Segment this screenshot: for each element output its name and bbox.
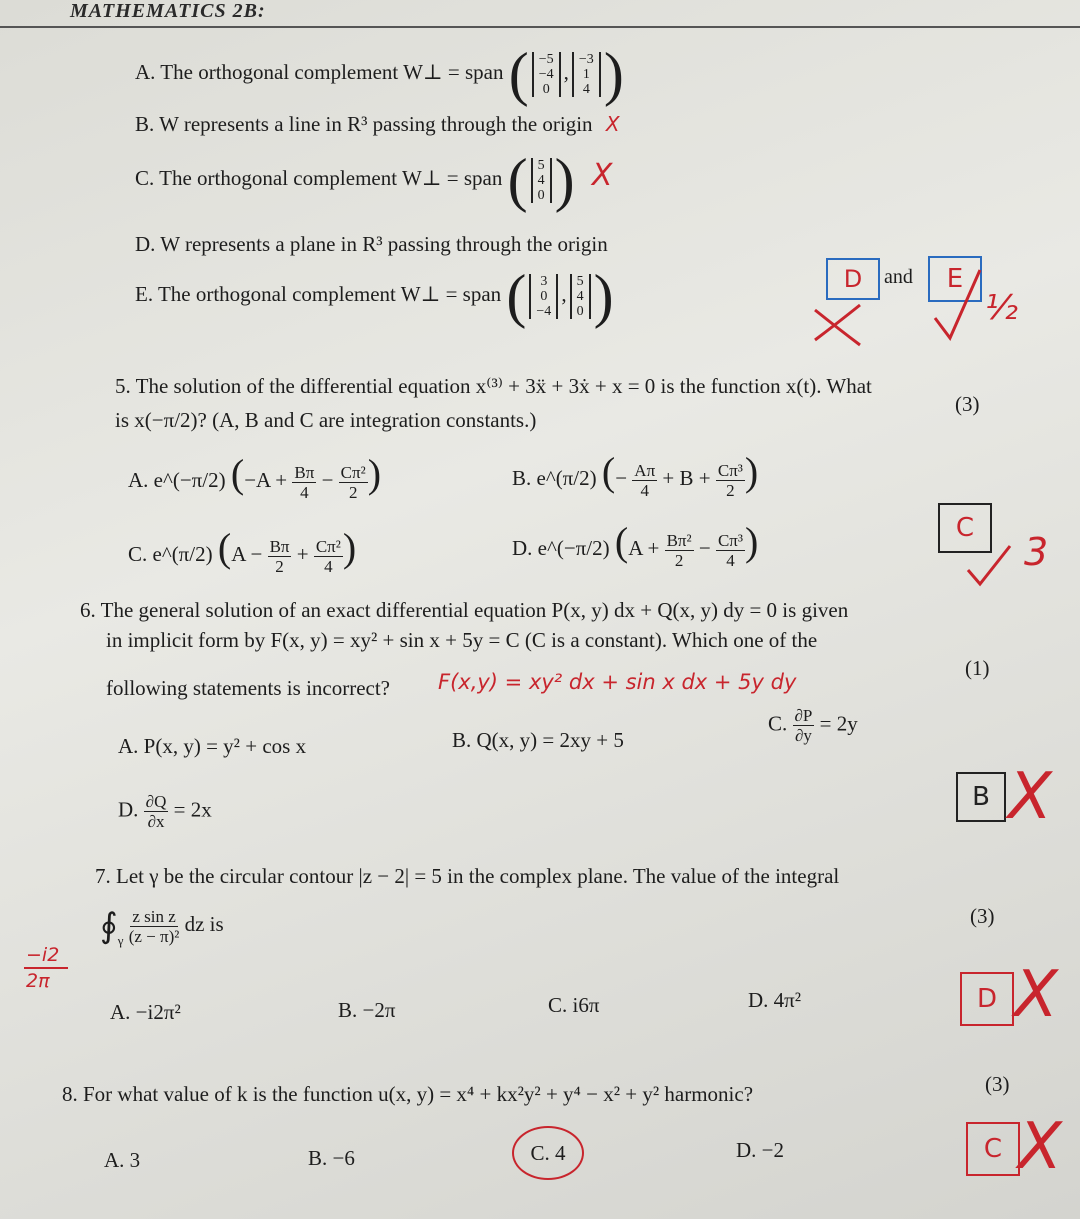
q7-option-d: D. 4π² [748,988,802,1012]
q4a-vector-1: −5 −4 0 [532,52,561,97]
q4-answer-box-2: E [928,256,982,302]
q8-answer-box: C [966,1122,1020,1176]
q7-answer-box: D [960,972,1014,1026]
q4e-vector-1: 3 0 −4 [529,274,558,319]
q4-option-e: E. The orthogonal complement W⊥ = span ( 3 0 −4 , 5 4 0 ) [135,263,614,329]
page-header: MATHEMATICS 2B: [70,0,266,22]
q4-option-c: C. The orthogonal complement W⊥ = span ( 5 4 0 ) X [135,147,613,213]
q5-option-d: D. e^(−π/2) (A + $\frac{\text{Bπ²}}{2}$ − $\frac{\text{Cπ³}}{4}$ ) [512,519,759,570]
q5-stem-line-1: 5. The solution of the differential equation x⁽³⁾ + 3ẍ + 3ẋ + x = 0 is the function x(t). What [115,374,872,398]
q7-cross-mark: X [1014,958,1058,1032]
q7-stem-line-1: 7. Let γ be the circular contour |z − 2| = 5 in the complex plane. The value of the integral [95,864,840,888]
q8-stem: 8. For what value of k is the function u(x, y) = x⁴ + kx²y² + y⁴ − x² + y² harmonic? [62,1082,754,1106]
q5-option-c: C. e^(π/2) (A − $\frac{B\pi}{2}$ + $\frac{\text{Cπ²}}{4}$ ) [128,525,357,576]
q5-stem-line-2: is x(−π/2)? (A, B and C are integration constants.) [115,408,537,432]
q6-option-b: B. Q(x, y) = 2xy + 5 [452,728,624,752]
q7-margin-note-bottom: 2π [26,970,50,992]
q4-answer-box-1: D [826,258,880,300]
q5-option-a: A. e^(−π/2) (−A + $\frac{B\pi}{4}$ − $\frac{\text{Cπ²}}{2}$ ) [128,451,382,502]
q8-option-b: B. −6 [308,1146,355,1170]
q4-grading-marks [800,250,1060,360]
q4b-cross-mark: X [605,112,620,136]
header-divider [0,26,1080,28]
q4-option-d: D. W represents a plane in R³ passing through the origin [135,232,608,256]
q7-option-b: B. −2π [338,998,396,1022]
q4c-cross-mark: X [591,157,613,193]
q6-option-c: C. $\frac{\partial P}{\partial y}$ = 2y [768,706,858,745]
q6-option-a: A. P(x, y) = y² + cos x [118,734,307,758]
q4-option-a: A. The orthogonal complement W⊥ = span ( −5 −4 0 , −3 1 4 ) [135,41,624,107]
q7-option-a: A. −i2π² [110,1000,181,1024]
q6-points: (1) [965,656,990,680]
q6-option-d: D. $\frac{\partial Q}{\partial x}$ = 2x [118,792,212,831]
q4c-vector-1: 5 4 0 [531,158,552,203]
q7-points: (3) [970,904,995,928]
q7-margin-note-divider [24,967,68,969]
q4-option-b: B. W represents a line in R³ passing through the origin X [135,112,620,136]
q8-option-d: D. −2 [736,1138,785,1162]
q4-score: ½ [985,288,1018,328]
q8-points: (3) [985,1072,1010,1096]
q8-cross-mark: X [1018,1110,1062,1184]
q7-option-c: C. i6π [548,993,600,1017]
q8-option-c: C. 4 [530,1140,566,1165]
q7-margin-note-top: −i2 [26,944,60,966]
q5-answer-box: C [938,503,992,553]
q7-integral: $∮_\gamma$ $\frac{\text{z sin z}}{\text{(z − π)²}}$ dz is [100,906,224,948]
q6-answer-box: B [956,772,1006,822]
q6-cross-mark: X [1008,760,1052,834]
q6-stem-line-3: following statements is incorrect? [106,676,391,700]
q5-option-b: B. e^(π/2) (− $\frac{A\pi}{4}$ + B + $\frac{\text{Cπ³}}{2}$ ) [512,449,759,500]
q5-points: (3) [955,392,980,416]
q5-check-mark [960,540,1020,590]
q6-stem-line-1: 6. The general solution of an exact differential equation P(x, y) dx + Q(x, y) dy = 0 is given [80,598,849,622]
q6-stem-line-2: in implicit form by F(x, y) = xy² + sin x + 5y = C (C is a constant). Which one of the [106,628,818,652]
q8-option-c-circled [512,1126,584,1180]
q4-answer-and: and [884,266,913,288]
q4a-vector-2: −3 1 4 [572,52,601,97]
q4e-vector-2: 5 4 0 [570,274,591,319]
q8-option-a: A. 3 [104,1148,141,1172]
q6-handwritten-work: F(x,y) = xy² dx + sin x dx + 5y dy [438,670,797,694]
q5-score: 3 [1024,530,1049,574]
